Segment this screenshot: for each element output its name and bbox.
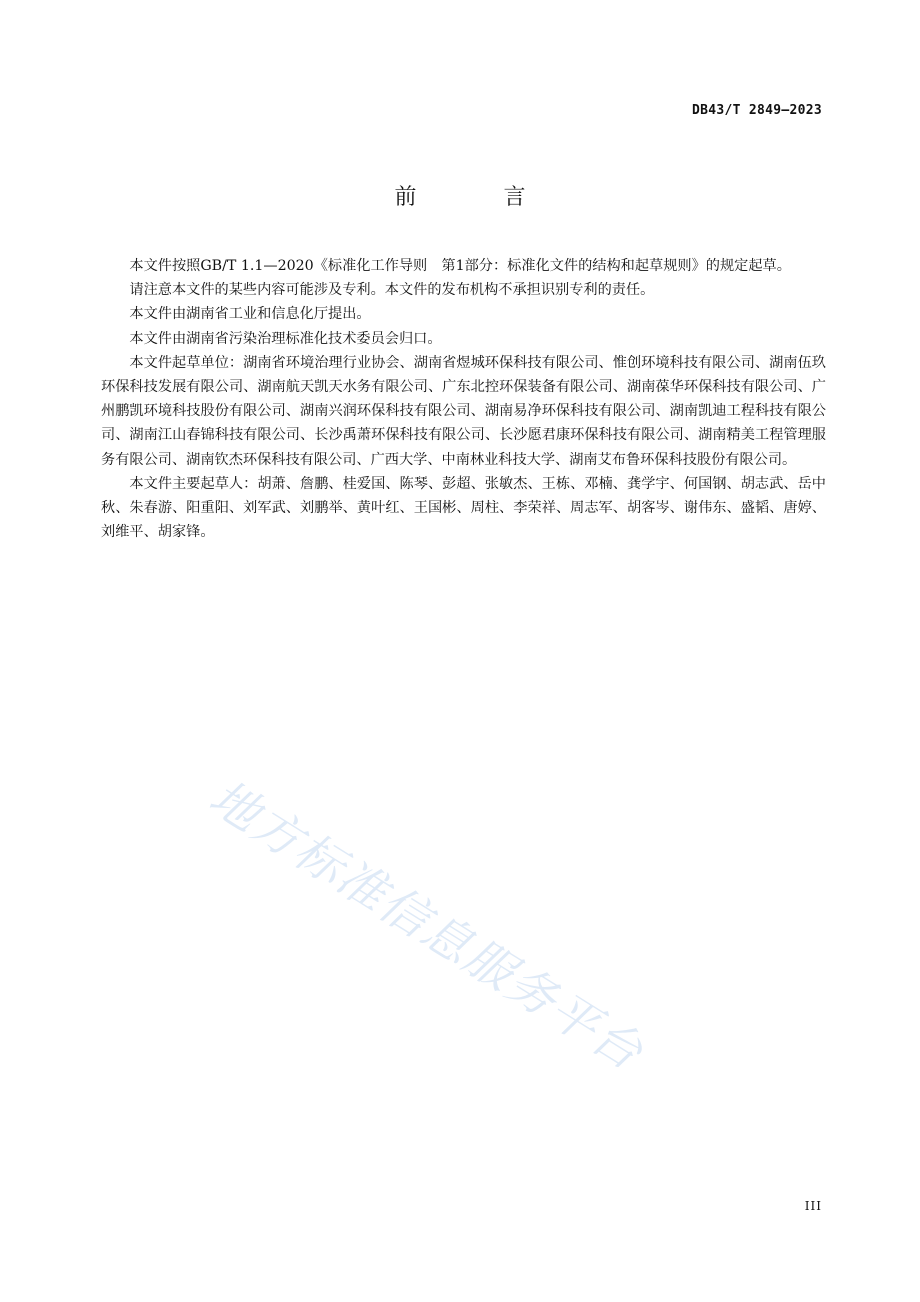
page-number: III <box>804 1199 822 1213</box>
document-code: DB43/T 2849—2023 <box>691 103 822 118</box>
paragraph-patent-notice: 请注意本文件的某些内容可能涉及专利。本文件的发布机构不承担识别专利的责任。 <box>129 282 655 299</box>
foreword-body <box>101 254 826 544</box>
watermark: 地方标准信息服务平台 <box>199 769 654 1082</box>
paragraph-drafters: 本文件主要起草人：胡萧、詹鹏、桂爱国、陈琴、彭超、张敏杰、王栋、邓楠、龚学宇、何国钢、胡志武、岳中秋、朱春游、阳重阳、刘军武、刘鹏举、黄叶红、王国彬、周柱、李荣祥、周志军、胡客岑、谢伟东、盛韬、唐婷、刘维平、胡家锋。 <box>101 475 826 541</box>
page-title: 前 言 <box>394 185 566 210</box>
paragraph-drafting-units: 本文件起草单位：湖南省环境治理行业协会、湖南省煜城环保科技有限公司、惟创环境科技有限公司、湖南伍玖环保科技发展有限公司、湖南航天凯天水务有限公司、广东北控环保装备有限公司、湖南葆华环保科技有限公司、广州鹏凯环境科技股份有限公司、湖南兴润环保科技有限公司、湖南易净环保科技有限公司、湖南凯迪工程科技有限公司、湖南江山春锦科技有限公司、长沙禹萧环保科技有限公司、长沙愿君康环保科技有限公司、湖南精美工程管理服务有限公司、湖南钦杰环保科技有限公司、广西大学、中南林业科技大学、湖南艾布鲁环保科技股份有限公司。 <box>101 354 826 468</box>
paragraph-administrator: 本文件由湖南省污染治理标准化技术委员会归口。 <box>129 330 442 347</box>
paragraph-drafting-rules: 本文件按照GB/T 1.1—2020《标准化工作导则 第1部分：标准化文件的结构和起草规则》的规定起草。 <box>129 258 791 274</box>
paragraph-proposer: 本文件由湖南省工业和信息化厅提出。 <box>129 306 371 323</box>
